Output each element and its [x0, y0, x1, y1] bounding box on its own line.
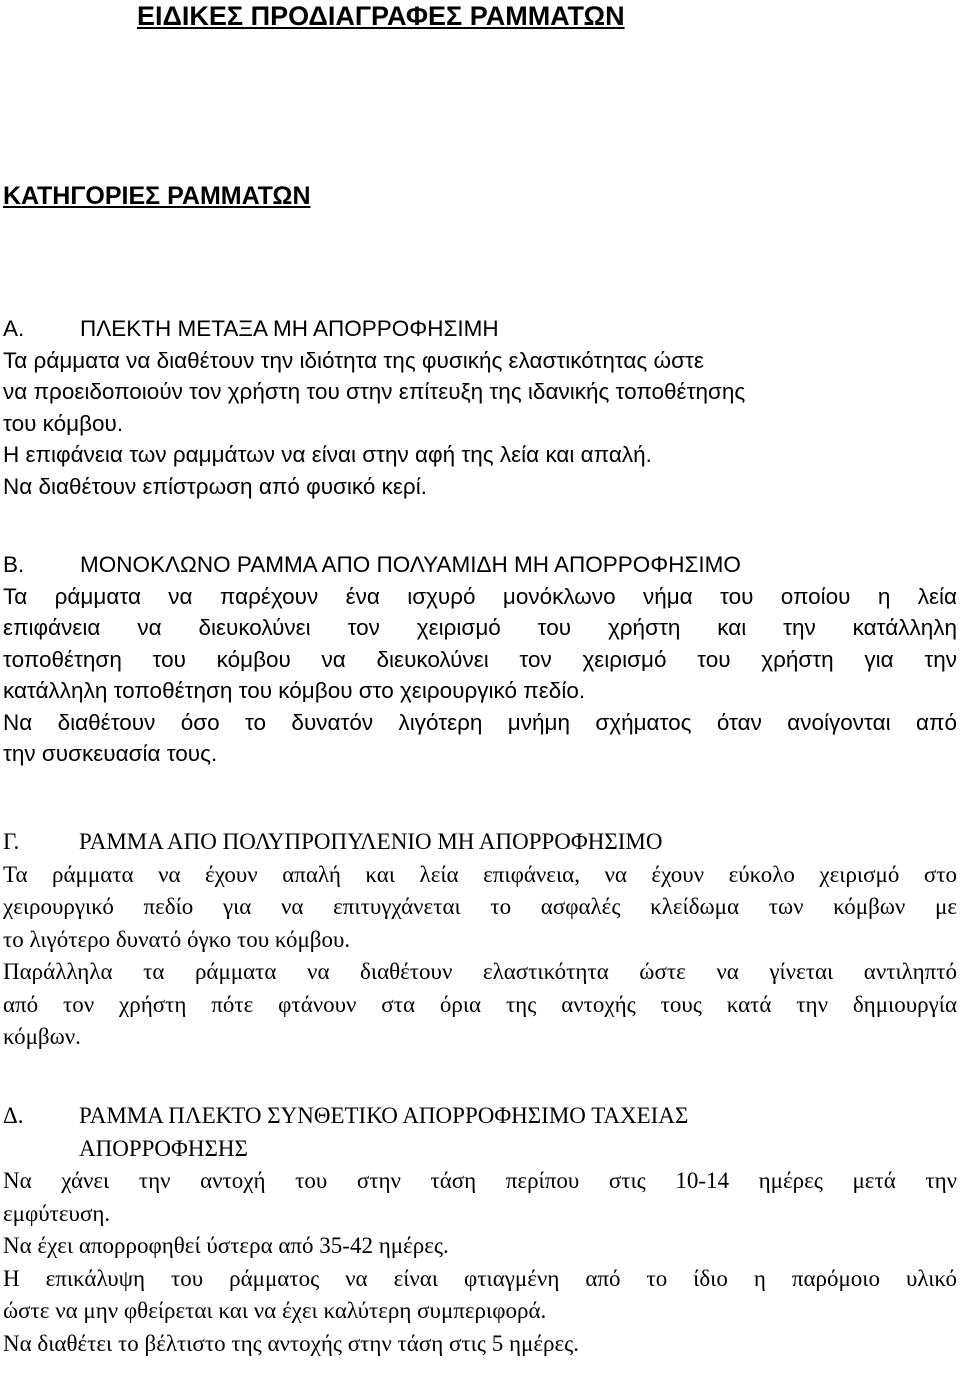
section-a-line-5: Να διαθέτουν επίστρωση από φυσικό κερί. [3, 473, 427, 499]
section-d-line-2: εμφύτευση. [3, 1200, 111, 1226]
section-b-letter: Β. [3, 552, 25, 577]
section-d-line-4: Η επικάλυψη του ράμματος να είναι φτιαγμένη από το ίδιο η παρόμοιο υλικό [3, 1265, 957, 1291]
section-c-line-2: χειρουργικό πεδίο για να επιτυγχάνεται το ασφαλές κλείδωμα των κόμβων με [3, 894, 957, 919]
section-b-line-4: κατάλληλη τοποθέτηση του κόμβου στο χειρουργικό πεδίο. [3, 678, 586, 703]
section-a-line-1: Τα ράμματα να διαθέτουν την ιδιότητα της φυσικής ελαστικότητας ώστε [3, 347, 704, 373]
section-c-letter: Γ. [3, 829, 20, 854]
section-d-line-5: ώστε να μην φθείρεται και να έχει καλύτερη συμπεριφορά. [3, 1298, 547, 1323]
section-a-letter: Α. [3, 316, 25, 341]
section-d-line-1: Να χάνει την αντοχή του στην τάση περίπου στις 10-14 ημέρες μετά την [3, 1168, 957, 1193]
section-b-heading [3, 549, 957, 581]
section-c-line-4: Παράλληλα τα ράμματα να διαθέτουν ελαστικότητα ώστε να γίνεται αντιληπτό [3, 959, 957, 984]
section-a [3, 313, 957, 502]
section-d [3, 1100, 957, 1360]
section-b-line-6: την συσκευασία τους. [3, 741, 218, 766]
section-a-line-4: Η επιφάνεια των ραμμάτων να είναι στην αφή της λεία και απαλή. [3, 442, 652, 467]
section-b-line-3: τοποθέτηση του κόμβου να διευκολύνει τον χειρισμό του χρήστη για την [3, 646, 957, 672]
document-subtitle: ΚΑΤΗΓΟΡΙΕΣ ΡΑΜΜΑΤΩΝ [3, 182, 311, 210]
section-b [3, 549, 957, 770]
section-c-line-5: από τον χρήστη πότε φτάνουν στα όρια της αντοχής τους κατά την δημιουργία [3, 991, 957, 1017]
section-b-line-1: Τα ράμματα να παρέχουν ένα ισχυρό μονόκλωνο νήμα του οποίου η λεία [3, 583, 957, 609]
section-d-heading-continuation: ΑΠΟΡΡΟΦΗΣΗΣ [79, 1135, 248, 1161]
section-c-line-6: κόμβων. [3, 1024, 81, 1049]
section-b-line-2: επιφάνεια να διευκολύνει τον χειρισμό του χρήστη και την κατάλληλη [3, 615, 957, 640]
section-a-heading [3, 313, 957, 345]
section-d-line-3: Να έχει απορροφηθεί ύστερα από 35-42 ημέρες. [3, 1233, 449, 1258]
section-b-line-5: Να διαθέτουν όσο το δυνατόν λιγότερη μνήμη σχήματος όταν ανοίγονται από [3, 709, 957, 735]
section-d-heading-text: ΡΑΜΜΑ ΠΛΕΚΤΟ ΣΥΝΘΕΤΙΚΟ ΑΠΟΡΡΟΦΗΣΙΜΟ ΤΑΧΕΙΑΣ [79, 1103, 689, 1128]
section-c [3, 826, 957, 1054]
section-c-heading [3, 826, 957, 859]
section-d-line-6: Να διαθέτει το βέλτιστο της αντοχής στην τάση στις 5 ημέρες. [3, 1330, 579, 1356]
section-d-letter: Δ. [3, 1103, 24, 1128]
section-c-line-3: το λιγότερο δυνατό όγκο του κόμβου. [3, 926, 351, 952]
section-a-heading-text: ΠΛΕΚΤΗ ΜΕΤΑΞΑ ΜΗ ΑΠΟΡΡΟΦΗΣΙΜΗ [80, 316, 499, 341]
section-a-line-3: του κόμβου. [3, 410, 124, 436]
section-b-heading-text: ΜΟΝΟΚΛΩΝΟ ΡΑΜΜΑ ΑΠΟ ΠΟΛΥΑΜΙΔΗ ΜΗ ΑΠΟΡΡΟΦΗΣΙΜΟ [80, 552, 741, 577]
section-c-heading-text: ΡΑΜΜΑ ΑΠΟ ΠΟΛΥΠΡΟΠΥΛΕΝΙΟ ΜΗ ΑΠΟΡΡΟΦΗΣΙΜΟ [79, 829, 663, 854]
section-c-line-1: Τα ράμματα να έχουν απαλή και λεία επιφάνεια, να έχουν εύκολο χειρισμό στο [3, 861, 957, 887]
section-d-heading [3, 1100, 957, 1133]
section-a-line-2: να προειδοποιούν τον χρήστη του στην επίτευξη της ιδανικής τοποθέτησης [3, 379, 746, 404]
document-title: ΕΙΔΙΚΕΣ ΠΡΟΔΙΑΓΡΑΦΕΣ ΡΑΜΜΑΤΩΝ [137, 1, 625, 31]
